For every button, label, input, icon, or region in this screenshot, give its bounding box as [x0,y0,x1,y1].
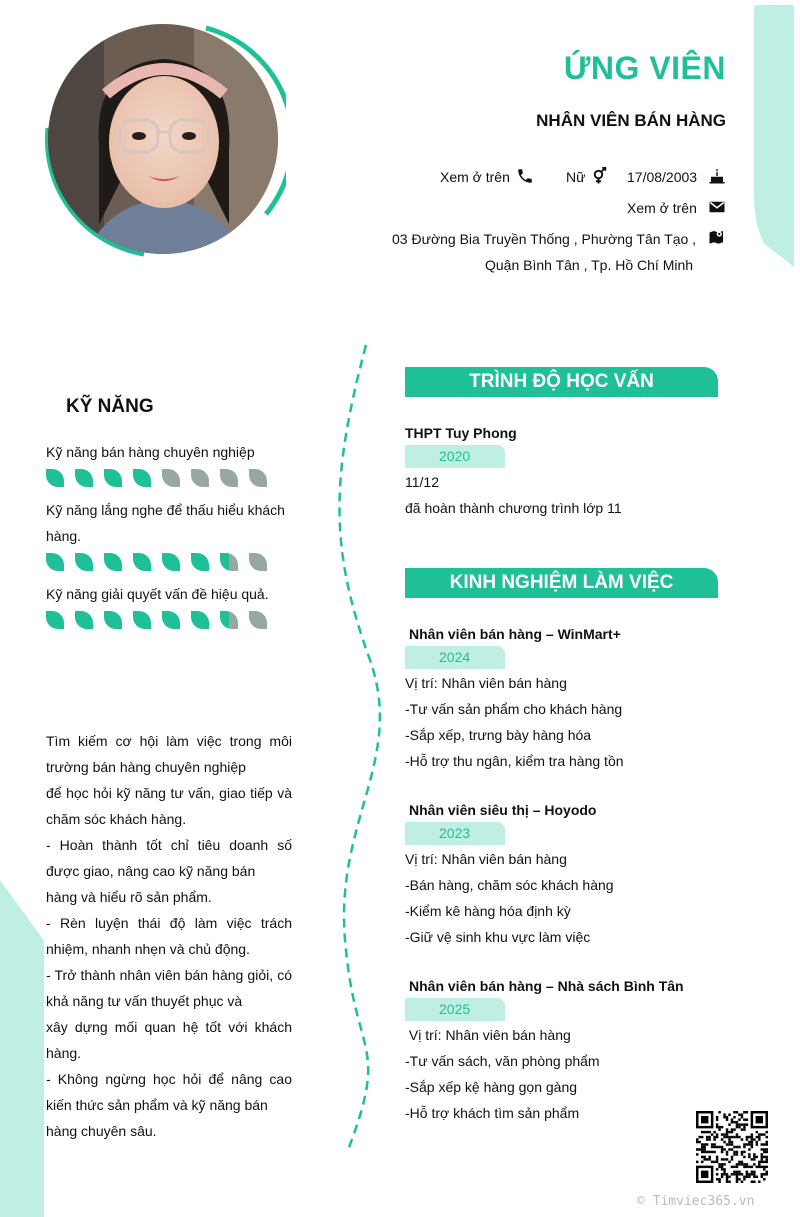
email-text: Xem ở trên [627,200,697,216]
objective-line: hàng chuyên sâu. [46,1123,157,1139]
education-year: 2020 [405,445,505,468]
rating-leaf [46,469,64,487]
job-entry-line: -Hỗ trợ thu ngân, kiểm tra hàng tồn [405,753,624,769]
rating-leaf [249,611,267,629]
education-grade: 11/12 [405,474,439,490]
birthday-cake-icon [708,167,726,185]
rating-leaf [191,553,209,571]
job-title: NHÂN VIÊN BÁN HÀNG [536,111,726,130]
job-entry-line: -Hỗ trợ khách tìm sản phẩm [405,1105,580,1121]
job-entry-title: Nhân viên siêu thị – Hoyodo [409,802,597,818]
job-entry-line: -Bán hàng, chăm sóc khách hàng [405,877,614,893]
rating-leaf [104,553,122,571]
rating-leaf [75,611,93,629]
objective-line: hàng và hiểu rõ sản phẩm. [46,889,212,905]
copyright: © Timviec365.vn [637,1194,755,1209]
qr-code[interactable] [696,1111,768,1183]
rating-leaf [46,611,64,629]
education-detail: đã hoàn thành chương trình lớp 11 [405,500,622,516]
rating-leaf [75,553,93,571]
rating-leaf [46,553,64,571]
job-entry-year: 2023 [405,822,505,845]
mail-icon [708,198,726,216]
objective-line: xây dựng mối quan hệ tốt với khách hàng. [46,1019,292,1061]
skills-title: KỸ NĂNG [66,396,154,417]
phone-text: Xem ở trên [440,169,510,185]
objective-line: để học hỏi kỹ năng tư vấn, giao tiếp và chăm sóc khách hàng. [46,785,292,827]
experience-title: KINH NGHIỆM LÀM VIỆC [405,568,718,598]
job-entry-year: 2025 [405,998,505,1021]
skill-label: Kỹ năng giải quyết vấn đề hiệu quả. [46,586,269,602]
skill-label: Kỹ năng bán hàng chuyên nghiệp [46,444,255,460]
skill-rating [46,469,267,487]
education-title: TRÌNH ĐỘ HỌC VẤN [405,367,718,397]
rating-leaf [162,469,180,487]
skill-rating [46,611,267,629]
rating-leaf [249,553,267,571]
profile-photo [44,24,286,260]
objective-line: - Rèn luyện thái độ làm việc trách nhiệm, nhanh nhẹn và chủ động. [46,915,292,957]
job-entry-line: -Kiểm kê hàng hóa định kỳ [405,903,571,919]
rating-leaf [220,611,238,629]
skill-label: Kỹ năng lắng nghe để thấu hiểu khách hàng. [46,502,285,544]
job-entry-line: Vị trí: Nhân viên bán hàng [405,851,567,867]
rating-leaf [133,611,151,629]
job-entry-line: -Giữ vệ sinh khu vực làm việc [405,929,591,945]
objective-line: - Không ngừng học hỏi để nâng cao kiến thức sản phẩm và kỹ năng bán [46,1071,292,1113]
school-name: THPT Tuy Phong [405,425,517,441]
rating-leaf [162,553,180,571]
rating-leaf [75,469,93,487]
job-entry-line: -Tư vấn sách, văn phòng phẩm [405,1053,600,1069]
candidate-name: ỨNG VIÊN [563,50,726,86]
dashed-divider [330,340,400,1155]
address-line-1: 03 Đường Bia Truyền Thống , Phường Tân Tạo , [392,231,697,247]
gender-text: Nữ [566,169,586,185]
birthdate-text: 17/08/2003 [627,169,698,185]
rating-leaf [220,469,238,487]
address-line-2: Quận Bình Tân , Tp. Hồ Chí Minh [485,257,694,273]
job-entry-line: Vị trí: Nhân viên bán hàng [405,1027,571,1043]
objective-line: - Hoàn thành tốt chỉ tiêu doanh số được giao, nâng cao kỹ năng bán [46,837,292,879]
bottom-left-decoration [0,880,44,1217]
job-entry-title: Nhân viên bán hàng – WinMart+ [409,626,621,642]
job-entry-line: -Tư vấn sản phẩm cho khách hàng [405,701,623,717]
job-entry-title: Nhân viên bán hàng – Nhà sách Bình Tân [409,978,684,994]
objective-line: - Trở thành nhân viên bán hàng giỏi, có khả năng tư vấn thuyết phục và [46,967,292,1009]
rating-leaf [191,469,209,487]
skill-rating [46,553,267,571]
rating-leaf [104,611,122,629]
rating-leaf [220,553,238,571]
rating-leaf [249,469,267,487]
rating-leaf [133,469,151,487]
job-entry-line: -Sắp xếp kệ hàng gọn gàng [405,1079,578,1095]
phone-icon [516,167,534,185]
gender-icon [591,167,609,185]
job-entry-line: Vị trí: Nhân viên bán hàng [405,675,567,691]
rating-leaf [162,611,180,629]
objective-line: Tìm kiếm cơ hội làm việc trong môi trường bán hàng chuyên nghiệp [46,733,292,775]
rating-leaf [104,469,122,487]
rating-leaf [133,553,151,571]
top-right-decoration [754,5,794,267]
job-entry-year: 2024 [405,646,505,669]
job-entry-line: -Sắp xếp, trưng bày hàng hóa [405,727,592,743]
rating-leaf [191,611,209,629]
career-objective [46,728,292,1144]
map-icon [708,228,726,246]
